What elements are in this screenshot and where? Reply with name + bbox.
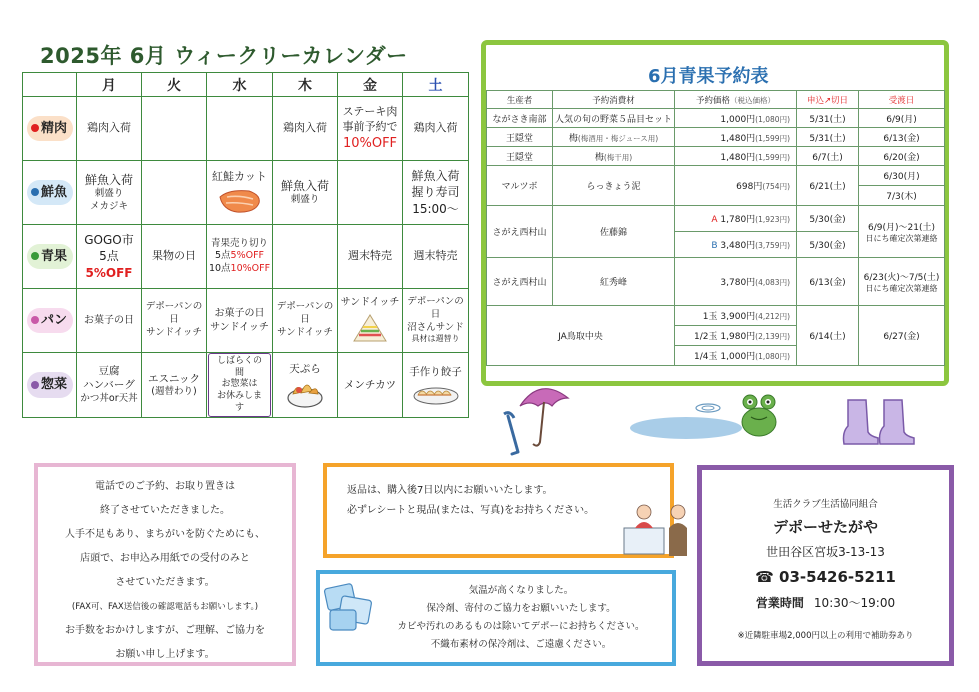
store-name: デポーせたがや <box>772 518 878 536</box>
phone-icon: ☎ <box>755 568 774 586</box>
row-meat <box>23 97 469 161</box>
reservation-row: 王隠堂 梅(梅干用) 1,480円(1,599円) 6/7(土) 6/20(金) <box>487 147 945 166</box>
fish-sat: 鮮魚入荷 握り寿司 15:00～ <box>403 161 469 225</box>
bread-wed: お菓子の日 サンドイッチ <box>207 289 273 353</box>
deli-mon: 豆腐 ハンバーグ かつ丼or天丼 <box>77 353 142 418</box>
veg-tue: 果物の日 <box>142 225 207 289</box>
store-info <box>697 465 954 666</box>
ice-pack-notice: 気温が高くなりました。 保冷剤、寄付のご協力をお願いいたします。 カビや汚れのあるものは除いてデポーにお持ちください。 不織布素材の保冷剤は、ご遠慮ください。 <box>316 570 676 666</box>
reservation-row-cont: 7/3(木) <box>487 186 945 206</box>
deli-closed-notice: しばらくの間 お惣菜は お休みします <box>208 353 271 417</box>
reservation-row: 王隠堂 梅(梅酒用・梅ジュース用) 1,480円(1,599円) 5/31(土) 6/13(金) <box>487 128 945 147</box>
veg-fri: 週末特売 <box>338 225 403 289</box>
reservation-header-row <box>487 91 945 109</box>
reservation-row: JA鳥取中央 1玉 3,900円(4,212円) 6/14(土) 6/27(金) <box>487 306 945 326</box>
day-tue: 火 <box>142 73 207 97</box>
reservation-row-cont: 1/2玉 1,980円(2,139円) <box>487 326 945 346</box>
fish-wed: 紅鮭カット <box>207 161 273 225</box>
category-badge: 青果 <box>27 244 73 270</box>
gyoza-icon <box>412 381 460 405</box>
meat-tue <box>142 97 207 161</box>
header-delivery: 受渡日 <box>859 91 945 109</box>
reservation-row: さがえ西村山 佐藤錦 A 1,780円(1,923円) 5/30(金) 6/9(月)～21(土) 日にち確定次第連絡 <box>487 206 945 232</box>
deli-fri: メンチカツ <box>338 353 403 418</box>
phone-order-notice: 電話でのご予約、お取り置きは 終了させていただきました。 人手不足もあり、まちがいを防ぐためにも、 店頭で、お申込み用紙での受付のみと させていただきます。 (FAX可、FAX送信後の確認電話もお願いします。) お手数をおかけしますが、ご理解、ご協力を お願い申し上げます。 <box>34 463 296 666</box>
day-sat: 土 <box>403 73 469 97</box>
day-thu: 木 <box>273 73 338 97</box>
day-wed: 水 <box>207 73 273 97</box>
header-item: 予約消費材 <box>553 91 675 109</box>
reservation-row: マルツボ らっきょう泥 698円(754円) 6/21(土) 6/30(月) <box>487 166 945 186</box>
reservation-row-cont: 1/4玉 1,000円(1,080円) <box>487 346 945 366</box>
category-meat <box>23 97 77 161</box>
sandwich-icon <box>350 311 390 345</box>
bullet-icon <box>31 188 39 196</box>
fish-thu: 鮮魚入荷 刺盛り <box>273 161 338 225</box>
fish-tue <box>142 161 207 225</box>
day-mon: 月 <box>77 73 142 97</box>
veg-wed: 青果売り切り 5点5%OFF 10点10%OFF <box>207 225 273 289</box>
store-phone: ☎ 03-5426-5211 <box>755 568 896 586</box>
fish-mon: 鮮魚入荷 刺盛り メカジキ <box>77 161 142 225</box>
row-deli <box>23 353 469 418</box>
bullet-icon <box>31 316 39 324</box>
bullet-icon <box>31 381 39 389</box>
category-veg <box>23 225 77 289</box>
category-badge: 鮮魚 <box>27 180 73 206</box>
org-name: 生活クラブ生活協同組合 <box>773 499 878 510</box>
calendar-title: 2025年 6月 ウィークリーカレンダー <box>40 44 408 68</box>
row-fish <box>23 161 469 225</box>
category-badge: パン <box>27 308 73 334</box>
frog-icon <box>738 392 780 438</box>
cashier-icon <box>622 498 694 558</box>
reservation-row: さがえ西村山 紅秀峰 3,780円(4,083円) 6/13(金) 6/23(火)～7/5(土) 日にち確定次第連絡 <box>487 258 945 306</box>
bread-tue: デポーパンの日 サンドイッチ <box>142 289 207 353</box>
bullet-icon <box>31 124 39 132</box>
reservation-row: ながさき南部 人気の旬の野菜５品目セット 1,000円(1,080円) 5/31(土) 6/9(月) <box>487 109 945 128</box>
row-veg <box>23 225 469 289</box>
category-badge: 惣菜 <box>27 372 73 398</box>
category-fish <box>23 161 77 225</box>
meat-thu: 鶏肉入荷 <box>273 97 338 161</box>
header-producer: 生産者 <box>487 91 553 109</box>
bullet-icon <box>31 252 39 260</box>
header-deadline: 申込↗切日 <box>797 91 859 109</box>
store-hours: 営業時間 10:30～19:00 <box>755 596 896 610</box>
veg-mon: GOGO市 5点5%OFF <box>77 225 142 289</box>
veg-thu <box>273 225 338 289</box>
row-bread <box>23 289 469 353</box>
tempura-icon <box>285 378 325 408</box>
return-policy-notice: 返品は、購入後7日以内にお願いいたします。 必ずレシートと現品(または、写真)をお持ちください。 <box>323 463 674 558</box>
deli-thu: 天ぷら <box>273 353 338 418</box>
category-badge: 精肉 <box>27 116 73 142</box>
calendar-header-row <box>23 73 469 97</box>
meat-sat: 鶏肉入荷 <box>403 97 469 161</box>
reservation-table <box>486 90 945 366</box>
bread-thu: デポーパンの日 サンドイッチ <box>273 289 338 353</box>
salmon-icon <box>217 187 263 215</box>
ice-pack-icon <box>322 578 378 636</box>
category-bread <box>23 289 77 353</box>
day-fri: 金 <box>338 73 403 97</box>
parking-note: ※近隣駐車場2,000円以上の利用で補助券あり <box>737 631 914 641</box>
meat-fri: ステーキ肉 事前予約で 10%OFF <box>338 97 403 161</box>
header-price: 予約価格（税込価格） <box>675 91 797 109</box>
meat-wed <box>207 97 273 161</box>
umbrella-icon <box>500 376 580 456</box>
deli-wed <box>207 353 273 418</box>
deli-sat: 手作り餃子 <box>403 353 469 418</box>
fish-fri <box>338 161 403 225</box>
deli-tue: エスニック (週替わり) <box>142 353 207 418</box>
bread-mon: お菓子の日 <box>77 289 142 353</box>
puddle-icon <box>626 394 744 442</box>
weekly-calendar <box>22 72 469 418</box>
reservation-row-cont: B 3,480円(3,759円) 5/30(金) <box>487 232 945 258</box>
bread-sat: デポーパンの日 沼さんサンド 具材は週替り <box>403 289 469 353</box>
category-deli <box>23 353 77 418</box>
bread-fri: サンドイッチ <box>338 289 403 353</box>
veg-sat: 週末特売 <box>403 225 469 289</box>
meat-mon: 鶏肉入荷 <box>77 97 142 161</box>
store-address: 世田谷区宮坂3-13-13 <box>766 545 885 559</box>
reservation-title: 6月青果予約表 <box>648 66 769 87</box>
calendar-corner <box>23 73 77 97</box>
rain-boots-icon <box>838 396 922 448</box>
